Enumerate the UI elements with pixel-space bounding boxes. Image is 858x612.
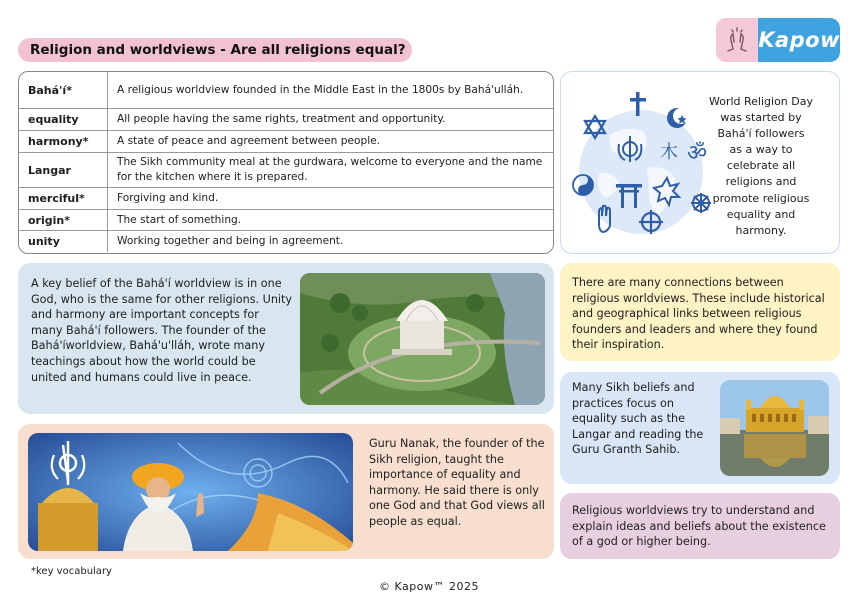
vocab-term: unity [19,231,108,252]
guru-nanak-illustration [28,433,353,551]
chinese-character-icon: 木 [660,142,678,163]
vocab-term: Bahá'í* [19,72,108,108]
wrd-line: equality and [726,207,796,221]
vocab-definition: Working together and being in agreement. [117,235,344,247]
wrd-line: as a way to [729,143,793,157]
om-icon: ॐ [687,141,708,166]
vocab-definition: Forgiving and kind. [117,192,219,204]
wrd-line: harmony. [735,223,787,237]
vocab-term: merciful* [19,188,108,209]
vocabulary-table [18,71,554,254]
wrd-line: World Religion Day [708,95,813,108]
worldviews-text: Religious worldviews try to understand and explain ideas and beliefs about the existence of a god or higher being. [572,504,826,549]
vocab-definition: All people having the same rights, treatment and opportunity. [117,113,446,125]
wrd-line: religions and [725,175,797,189]
vocab-row [19,210,553,231]
guru-nanak-text: Guru Nanak, the founder of the Sikh religion, taught the importance of equality and harmony. He said there is only one God and that God views all people as equal. [369,437,545,528]
footnote: *key vocabulary [31,566,112,577]
vocab-row [19,231,553,252]
page-title: Religion and worldviews - Are all religions equal? [18,38,412,62]
connections-card [560,263,840,361]
bahai-text: A key belief of the Bahá'í worldview is in one God, who is the same for other religions. Unity and harmony are important concepts for many Bahá'í followers. The founder of the Bahá'íworldview, Bahá'u'lláh, wrote many teachings about how the world could be united and humans could live in peace. [31,277,293,384]
logo-wordmark: Kapow [758,18,840,62]
vocab-definition: A religious worldview founded in the Middle East in the 1800s by Bahá'ulláh. [117,83,524,96]
vocab-row [19,109,553,131]
vocab-term: origin* [19,210,108,230]
religious-worldviews-card [560,493,840,559]
sikh-text: Many Sikh beliefs and practices focus on equality such as the Langar and reading the Guru Granth Sahib. [572,381,704,457]
vocab-row [19,72,553,109]
guru-nanak-card [18,424,554,559]
vocab-term: equality [19,109,108,130]
world-religion-day-text [691,94,831,239]
wrd-line: celebrate all [726,159,796,173]
connections-text: There are many connections between religious worldviews. These include historical and geographical links between religious founders and leaders and where they found their inspiration. [572,276,825,352]
bahai-temple-photo [300,273,545,405]
vocab-term: Langar [19,153,108,187]
bahai-card [18,263,554,414]
vocab-row [19,153,553,188]
vocab-term: harmony* [19,131,108,152]
world-religion-day-card [560,71,840,254]
vocab-row [19,188,553,210]
wrd-line: was started by [720,111,802,125]
copyright: © Kapow™ 2025 [379,580,479,593]
vocab-definition: A state of peace and agreement between people. [117,135,381,147]
sikh-card [560,372,840,484]
kapow-logo [716,18,840,62]
crescent-star-icon [667,108,689,128]
vocab-definition: The Sikh community meal at the gurdwara, welcome to everyone and the name for the kitchen where it is prepared. [117,156,543,183]
wrd-line: Bahá'í followers [717,127,805,141]
vocab-definition: The start of something. [117,213,242,226]
golden-temple-photo [720,380,829,476]
vocab-row [19,131,553,153]
praying-hands-icon [716,18,758,62]
wrd-line: promote religious [712,191,810,205]
